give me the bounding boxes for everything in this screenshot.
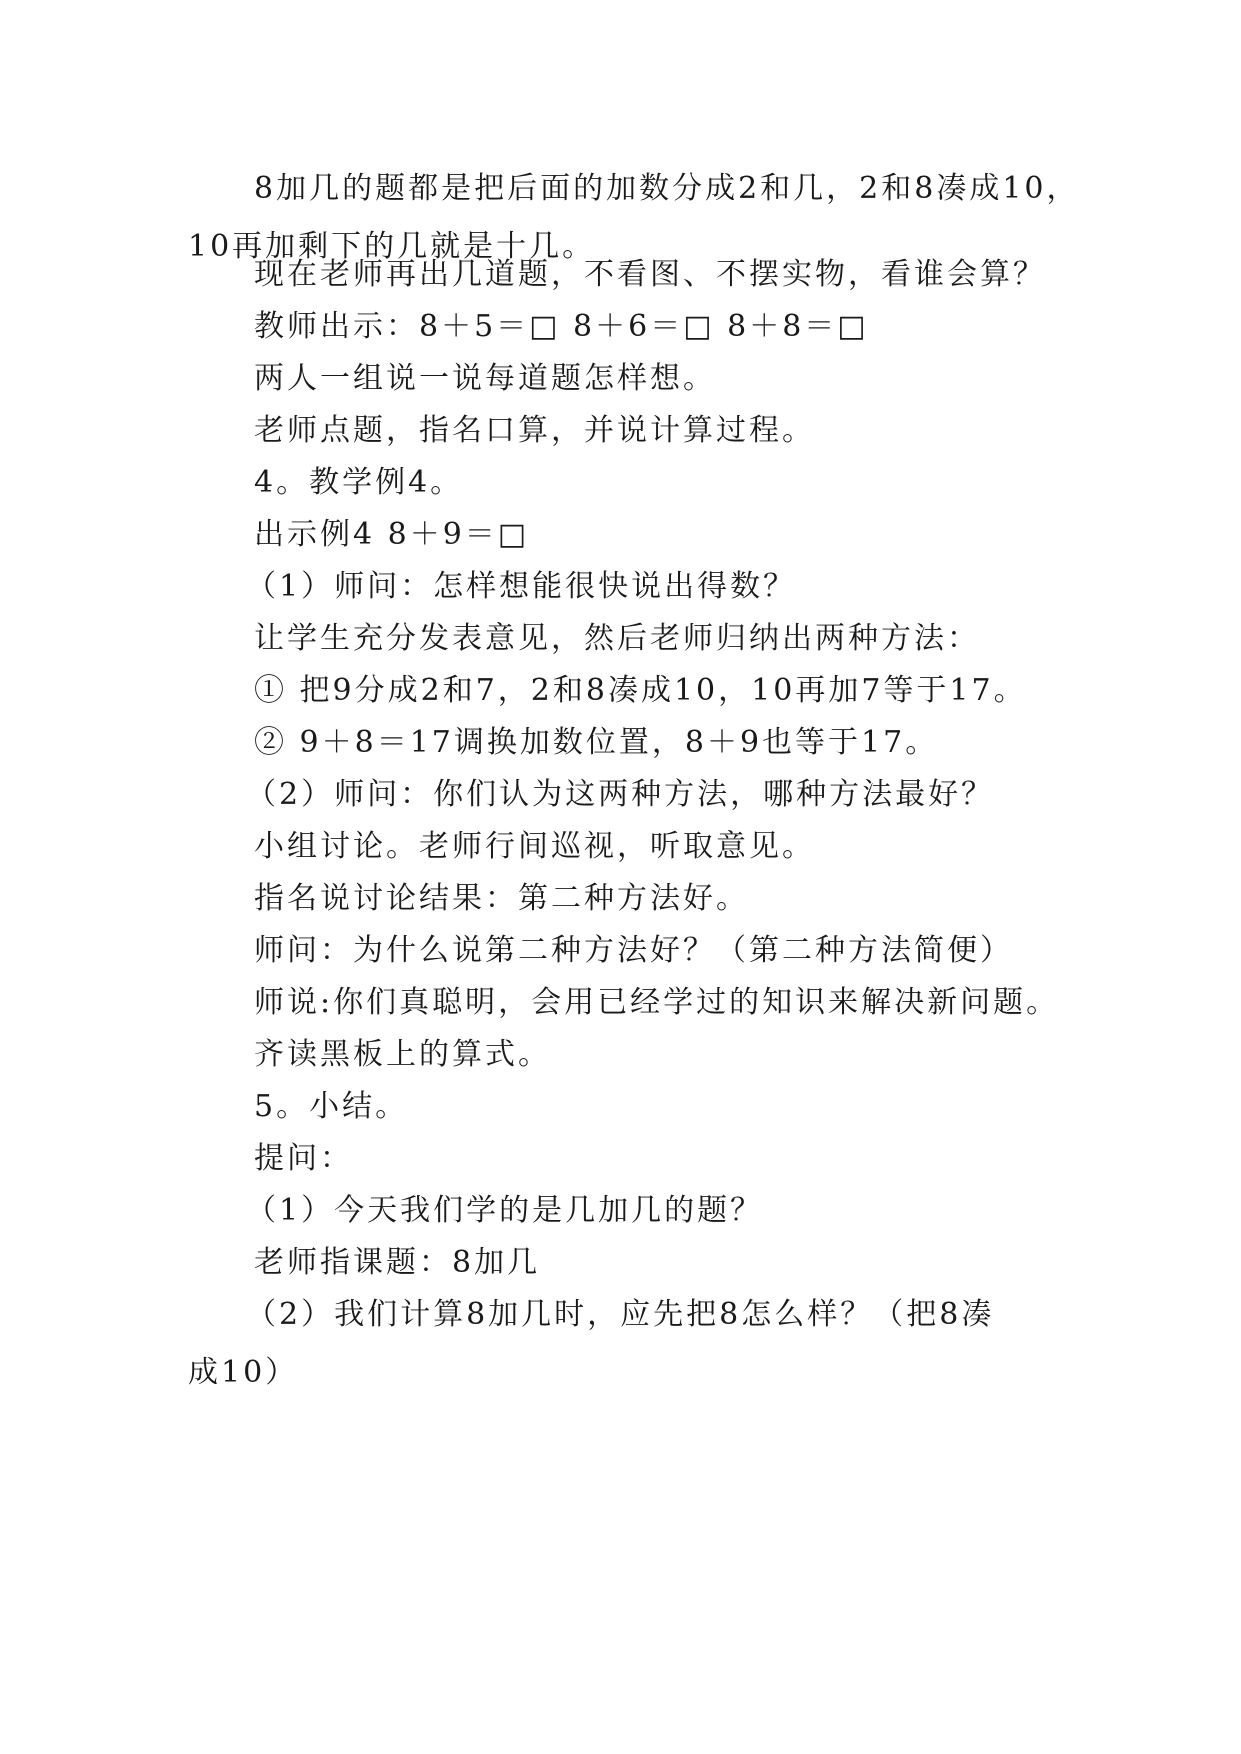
paragraph-why-question — [0, 922, 1241, 980]
text-line: 提问： — [254, 1141, 353, 1176]
paragraph-question-2 — [0, 766, 1241, 824]
paragraph-read-aloud — [0, 1026, 1241, 1084]
paragraph-teacher-praise — [0, 974, 1241, 1032]
paragraph-summary-question-2 — [0, 1286, 1241, 1402]
paragraph-discussion-result — [0, 870, 1241, 928]
text-line: 教师出示：8＋5＝□ 8＋6＝□ 8＋8＝□ — [254, 309, 869, 344]
text-line: 10再加剩下的几就是十几。 — [188, 229, 596, 264]
paragraph-method-2 — [0, 714, 1241, 772]
text-line: 让学生充分发表意见，然后老师归纳出两种方法： — [254, 621, 980, 656]
text-line: 成10） — [188, 1355, 299, 1390]
text-line: 齐读黑板上的算式。 — [254, 1037, 551, 1072]
paragraph-oral-calc — [0, 402, 1241, 460]
paragraph-pair-discussion — [0, 350, 1241, 408]
text-line: （1）师问：怎样想能很快说出得数？ — [246, 569, 797, 604]
section-heading-summary — [0, 1078, 1241, 1136]
paragraph-show-example — [0, 506, 1241, 564]
text-line: 小组讨论。老师行间巡视，听取意见。 — [254, 829, 815, 864]
paragraph-two-methods — [0, 610, 1241, 668]
paragraph-teacher-challenge — [0, 246, 1241, 304]
text-line: （1）今天我们学的是几加几的题？ — [246, 1193, 764, 1228]
text-line: 现在老师再出几道题，不看图、不摆实物，看谁会算？ — [254, 257, 1046, 292]
text-line: ① 把9分成2和7，2和8凑成10，10再加7等于17。 — [254, 673, 1027, 708]
paragraph-lesson-title — [0, 1234, 1241, 1292]
paragraph-summary-question-1 — [0, 1182, 1241, 1240]
paragraph-teacher-shows — [0, 298, 1241, 356]
text-line: （2）师问：你们认为这两种方法，哪种方法最好？ — [246, 777, 995, 812]
text-line: 5。小结。 — [254, 1089, 409, 1124]
text-line: 师说:你们真聪明，会用已经学过的知识来解决新问题。 — [254, 985, 1060, 1020]
text-line: 8加几的题都是把后面的加数分成2和几，2和8凑成10， — [254, 171, 1080, 206]
text-line: 师问：为什么说第二种方法好？（第二种方法简便） — [254, 933, 1013, 968]
text-line: 两人一组说一说每道题怎样想。 — [254, 361, 716, 396]
paragraph-question-1 — [0, 558, 1241, 616]
text-line: 4。教学例4。 — [254, 465, 464, 500]
section-heading-example-4 — [0, 454, 1241, 512]
paragraph-method-1 — [0, 662, 1241, 720]
text-line: 老师点题，指名口算，并说计算过程。 — [254, 413, 815, 448]
paragraph-ask — [0, 1130, 1241, 1188]
text-line: 指名说讨论结果：第二种方法好。 — [254, 881, 749, 916]
text-line: 老师指课题：8加几 — [254, 1245, 541, 1280]
text-line: ② 9＋8＝17调换加数位置，8＋9也等于17。 — [254, 725, 939, 760]
text-line: 出示例4 8＋9＝□ — [254, 517, 530, 552]
paragraph-group-discussion — [0, 818, 1241, 876]
text-line: （2）我们计算8加几时，应先把8怎么样？（把8凑 — [246, 1297, 995, 1332]
